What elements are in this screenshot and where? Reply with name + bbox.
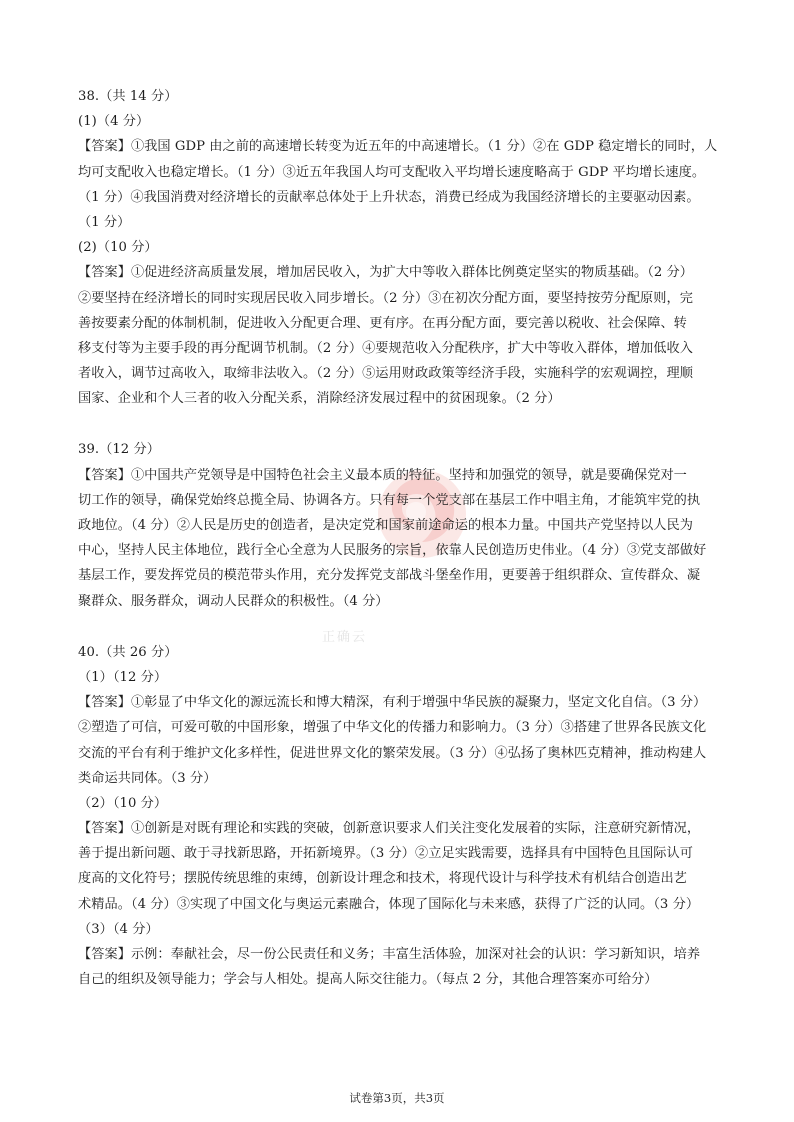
answer-line: 善按要素分配的体制机制，促进收入分配更合理、更有序。在再分配方面，要完善以税收、社会保障、转 (78, 315, 687, 331)
part-2-heading: (2)（10 分） (78, 240, 158, 256)
question-38-heading: 38.（共 14 分） (78, 89, 178, 104)
answer-line: （1 分） (78, 214, 131, 230)
answer-line: 国家、企业和个人三者的收入分配关系，消除经济发展过程中的贫困现象。（2 分） (78, 391, 561, 407)
answer-line: ②要坚持在经济增长的同时实现居民收入同步增长。（2 分）③在初次分配方面，要坚持按劳分配原则，完 (78, 290, 694, 306)
answer-line: 【答案】①彰显了中华文化的源远流长和博大精深，有利于增强中华民族的凝聚力，坚定文化自信。（3 分） (78, 695, 707, 711)
answer-content (78, 84, 728, 992)
answer-line: （1 分）④我国消费对经济增长的贡献率总体处于上升状态，消费已经成为我国经济增长的主要驱动因素。 (78, 189, 700, 205)
answer-line: 中心，坚持人民主体地位，践行全心全意为人民服务的宗旨，依靠人民创造历史伟业。（4 分）③党支部做好 (78, 543, 707, 559)
answer-line: 移支付等为主要手段的再分配调节机制。（2 分）④要规范收入分配秩序，扩大中等收入群体，增加低收入 (78, 340, 694, 356)
answer-line: 度高的文化符号；摆脱传统思维的束缚，创新设计理念和技术，将现代设计与科学技术有机结合创造出艺 (78, 871, 687, 887)
section-gap (78, 614, 728, 640)
answer-line: 切工作的领导，确保党始终总揽全局、协调各方。只有每一个党支部在基层工作中唱主角，才能筑牢党的执 (78, 492, 701, 508)
answer-line: 者收入，调节过高收入，取缔非法收入。（2 分）⑤运用财政政策等经济手段，实施科学的宏观调控，理顺 (78, 366, 694, 382)
answer-line: ②塑造了可信，可爱可敬的中国形象，增强了中华文化的传播力和影响力。（3 分）③搭建了世界各民族文化 (78, 720, 707, 736)
answer-line: 【答案】①我国 GDP 由之前的高速增长转变为近五年的中高速增长。（1 分）②在 GDP 稳定增长的同时，人 (78, 139, 718, 155)
answer-line: 政地位。（4 分）②人民是历史的创造者，是决定党和国家前途命运的根本力量。中国共产党坚持以人民为 (78, 518, 694, 533)
answer-line: 【答案】①中国共产党领导是中国特色社会主义最本质的特征。坚持和加强党的领导，就是要确保党对一 (78, 467, 687, 483)
part-1-heading: （1）（12 分） (78, 669, 168, 685)
page-footer: 试卷第3页，共3页 (349, 1091, 445, 1105)
answer-line: 【答案】示例：奉献社会，尽一份公民责任和义务；丰富生活体验，加深对社会的认识：学习新知识，培养 (78, 947, 701, 962)
watermark-text: 正确云 (322, 630, 368, 645)
question-39-heading: 39.（12 分） (78, 442, 160, 458)
question-40-heading: 40.（共 26 分） (78, 644, 178, 660)
answer-line: 均可支配收入也稳定增长。（1 分）③近五年我国人均可支配收入平均增长速度略高于 GDP 平均增长速度。 (78, 164, 706, 180)
answer-line: 【答案】①促进经济高质量发展，增加居民收入，为扩大中等收入群体比例奠定坚实的物质基础。（2 分） (78, 265, 694, 281)
answer-line: 聚群众、服务群众，调动人民群众的积极性。（4 分） (78, 593, 389, 609)
answer-line: 自己的组织及领导能力；学会与人相处。提高人际交往能力。（每点 2 分，其他合理答案亦可给分） (78, 972, 658, 988)
answer-line: 【答案】①创新是对既有理论和实践的突破，创新意识要求人们关注变化发展着的实际，注意研究新情况， (78, 821, 701, 837)
part-2-heading: （2）（10 分） (78, 795, 168, 811)
answer-line: 术精品。（4 分）③实现了中国文化与奥运元素融合，体现了国际化与未来感，获得了广泛的认同。（3 分） (78, 896, 700, 912)
part-1-heading: (1)（4 分） (78, 114, 150, 130)
answer-line: 基层工作，要发挥党员的模范带头作用，充分发挥党支部战斗堡垒作用，更要善于组织群众、宣传群众、凝 (78, 568, 701, 584)
part-3-heading: （3）（4 分） (78, 921, 159, 937)
answer-line: 类命运共同体。（3 分） (78, 770, 217, 786)
answer-line: 善于提出新问题、敢于寻找新思路，开拓新境界。（3 分）②立足实践需要，选择具有中国特色且国际认可 (78, 846, 694, 862)
answer-line: 交流的平台有利于维护文化多样性，促进世界文化的繁荣发展。（3 分）④弘扬了奥林匹克精神，推动构建人 (78, 745, 707, 761)
section-gap (78, 411, 728, 437)
